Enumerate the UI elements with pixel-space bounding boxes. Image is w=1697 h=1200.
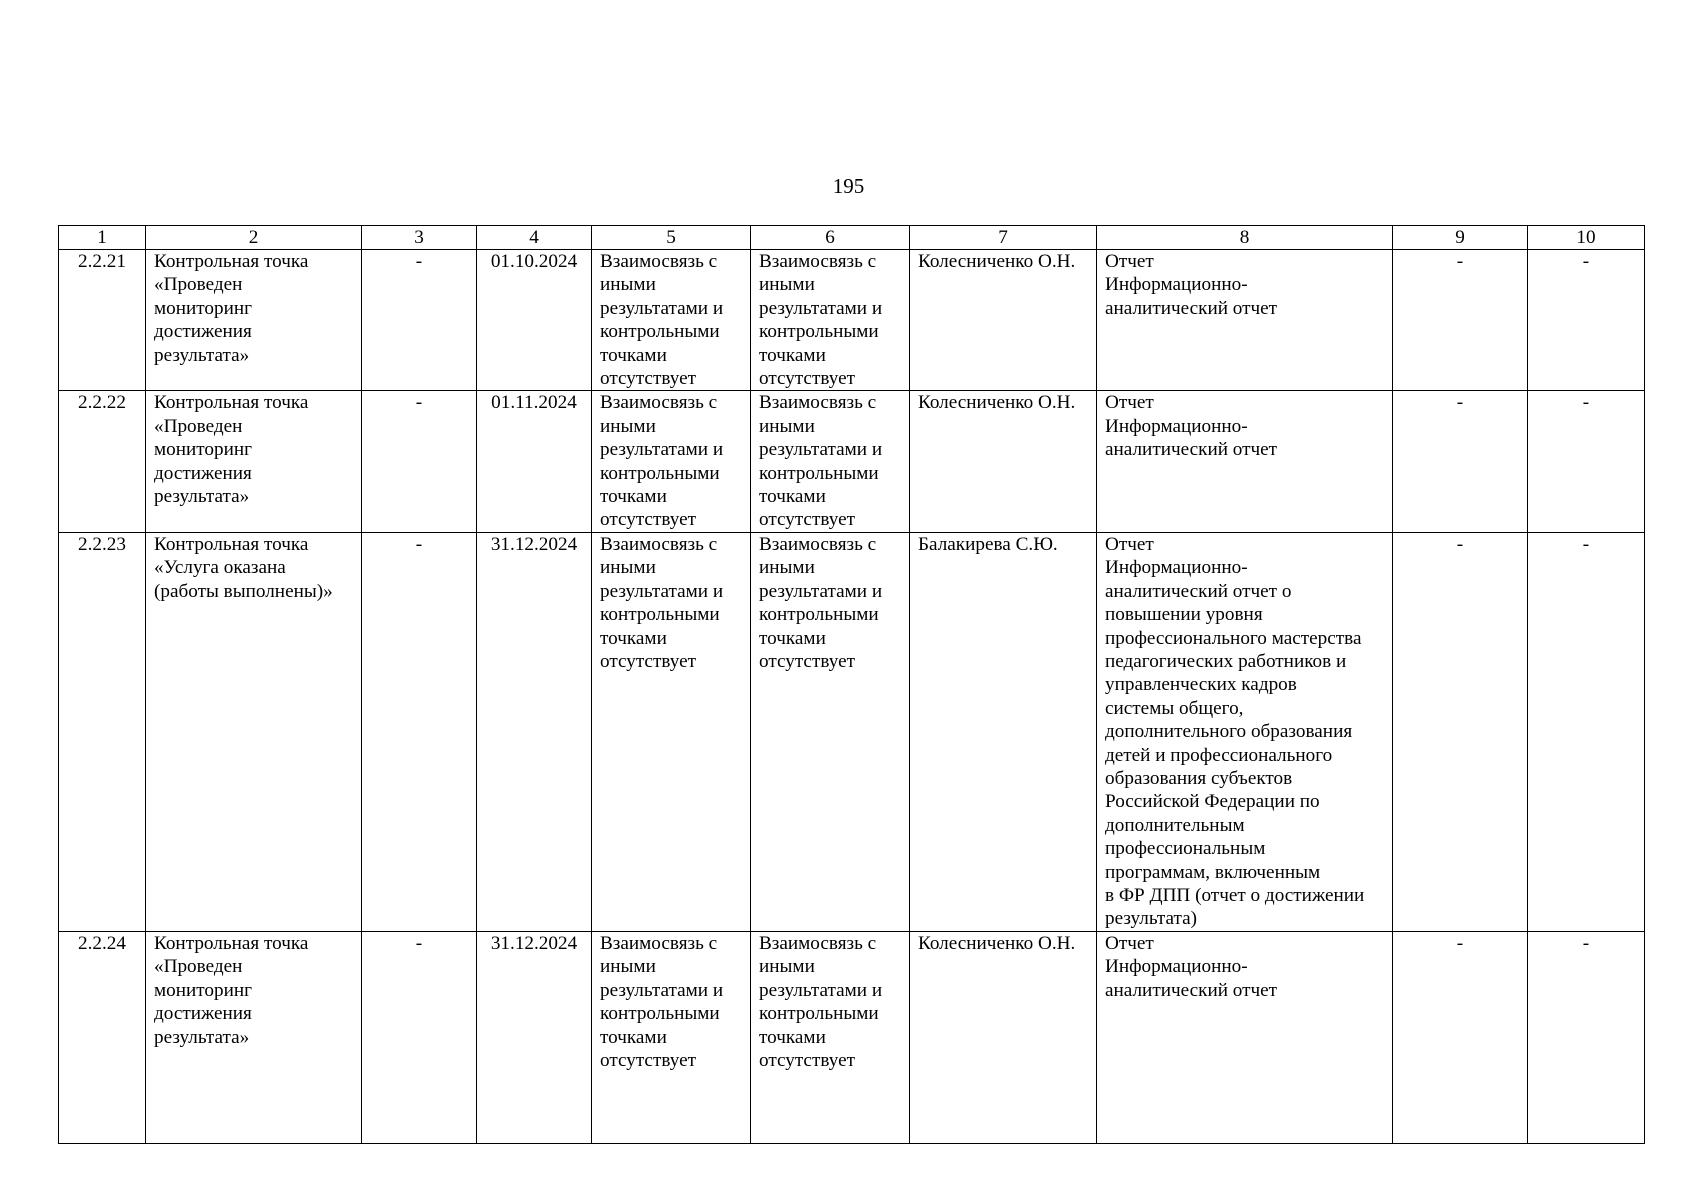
relation-cell-line: контрольными xyxy=(600,321,720,343)
document-type-cell-line: Отчет xyxy=(1105,932,1154,954)
document-type-cell-line: Российской Федерации по xyxy=(1105,791,1320,813)
row-number-cell: 2.2.22 xyxy=(59,391,146,532)
control-point-name-cell-line: «Проведен xyxy=(154,956,243,978)
relation-cell-line: иными xyxy=(759,956,815,978)
relation-cell-line: отсутствует xyxy=(759,650,855,672)
column-10-cell: - xyxy=(1528,250,1645,391)
date-cell: 31.12.2024 xyxy=(477,931,592,1143)
relation-cell-line: Взаимосвязь с xyxy=(759,251,877,272)
relation-cell-line: результатами и xyxy=(759,297,883,319)
control-point-name-cell-line: «Услуга оказана xyxy=(154,557,286,579)
date-cell: 01.11.2024 xyxy=(477,391,592,532)
document-type-cell-line: результата) xyxy=(1105,908,1198,930)
control-point-name-cell-line: результата» xyxy=(154,486,250,508)
control-point-name-cell-line: мониторинг xyxy=(154,979,252,1001)
document-type-cell-line: образования субъектов xyxy=(1105,767,1293,789)
document-type-cell xyxy=(1097,391,1393,532)
document-type-cell-line: аналитический отчет xyxy=(1105,439,1278,461)
column-header-3: 3 xyxy=(362,226,477,250)
relation-cell-line: контрольными xyxy=(759,321,879,343)
relation-cell-line: отсутствует xyxy=(600,509,696,531)
control-point-name-cell xyxy=(146,250,362,391)
document-type-cell xyxy=(1097,931,1393,1143)
responsible-person-cell: Колесниченко О.Н. xyxy=(910,250,1097,391)
document-type-cell-line: аналитический отчет xyxy=(1105,297,1278,319)
column-10-cell: - xyxy=(1528,532,1645,931)
date-cell: 31.12.2024 xyxy=(477,532,592,931)
relation-cell-line: точками xyxy=(759,344,826,366)
column-10-cell: - xyxy=(1528,391,1645,532)
relation-cell-line: отсутствует xyxy=(759,368,855,390)
row-number-cell: 2.2.24 xyxy=(59,931,146,1143)
relation-cell-line: иными xyxy=(759,557,815,579)
relation-cell-line: иными xyxy=(759,274,815,296)
relation-cell-line: результатами и xyxy=(600,439,724,461)
relation-cell-line: иными xyxy=(600,557,656,579)
document-type-cell-line: педагогических работников и xyxy=(1105,650,1347,672)
relation-cell xyxy=(751,391,910,532)
column-header-9: 9 xyxy=(1393,226,1528,250)
relation-cell-line: отсутствует xyxy=(600,650,696,672)
control-point-name-cell xyxy=(146,931,362,1143)
relation-cell-line: контрольными xyxy=(600,462,720,484)
column-9-cell: - xyxy=(1393,250,1528,391)
document-type-cell-line: Отчет xyxy=(1105,533,1154,555)
column-9-cell: - xyxy=(1393,391,1528,532)
document-type-cell xyxy=(1097,532,1393,931)
table-row xyxy=(59,250,1645,391)
relation-cell-line: иными xyxy=(759,415,815,437)
document-type-cell-line: профессиональным xyxy=(1105,838,1266,860)
date-cell: 01.10.2024 xyxy=(477,250,592,391)
relation-cell-line: Взаимосвязь с xyxy=(759,392,877,414)
relation-cell-line: отсутствует xyxy=(600,1049,696,1071)
control-point-name-cell xyxy=(146,532,362,931)
document-type-cell-line: Отчет xyxy=(1105,251,1154,272)
document-type-cell-line: Информационно- xyxy=(1105,557,1248,579)
column-3-cell: - xyxy=(362,931,477,1143)
table-row xyxy=(59,391,1645,532)
document-type-cell-line: аналитический отчет о xyxy=(1105,580,1292,602)
relation-cell xyxy=(592,931,751,1143)
control-point-name-cell-line: результата» xyxy=(154,1026,250,1048)
relation-cell-line: Взаимосвязь с xyxy=(759,533,877,555)
column-header-2: 2 xyxy=(146,226,362,250)
control-point-name-cell-line: «Проведен xyxy=(154,415,243,437)
document-type-cell-line: повышении уровня xyxy=(1105,604,1263,626)
relation-cell-line: точками xyxy=(600,486,667,508)
control-point-name-cell-line: достижения xyxy=(154,462,252,484)
relation-cell xyxy=(592,250,751,391)
relation-cell-line: Взаимосвязь с xyxy=(759,932,877,954)
relation-cell xyxy=(592,532,751,931)
page-number: 195 xyxy=(832,174,865,198)
responsible-person-cell: Балакирева С.Ю. xyxy=(910,532,1097,931)
control-point-name-cell-line: мониторинг xyxy=(154,439,252,461)
relation-cell-line: отсутствует xyxy=(759,509,855,531)
column-header-5: 5 xyxy=(592,226,751,250)
relation-cell-line: Взаимосвязь с xyxy=(600,251,718,272)
column-header-6: 6 xyxy=(751,226,910,250)
column-header-4: 4 xyxy=(477,226,592,250)
document-type-cell-line: Информационно- xyxy=(1105,415,1248,437)
control-point-name-cell-line: «Проведен xyxy=(154,274,243,296)
relation-cell-line: результатами и xyxy=(600,297,724,319)
control-point-name-cell-line: Контрольная точка xyxy=(154,533,309,555)
column-3-cell: - xyxy=(362,391,477,532)
relation-cell xyxy=(751,532,910,931)
column-header-10: 10 xyxy=(1528,226,1645,250)
relation-cell-line: результатами и xyxy=(759,979,883,1001)
relation-cell-line: точками xyxy=(600,1026,667,1048)
column-9-cell: - xyxy=(1393,931,1528,1143)
document-type-cell-line: в ФР ДПП (отчет о достижении xyxy=(1105,884,1365,906)
relation-cell-line: контрольными xyxy=(759,462,879,484)
control-point-name-cell-line: результата» xyxy=(154,344,250,366)
relation-cell-line: Взаимосвязь с xyxy=(600,392,718,414)
relation-cell-line: точками xyxy=(759,486,826,508)
document-type-cell-line: аналитический отчет xyxy=(1105,979,1278,1001)
control-point-name-cell-line: Контрольная точка xyxy=(154,251,309,272)
table-row xyxy=(59,931,1645,1143)
column-9-cell: - xyxy=(1393,532,1528,931)
relation-cell-line: результатами и xyxy=(600,580,724,602)
table-row xyxy=(59,532,1645,931)
relation-cell-line: результатами и xyxy=(759,580,883,602)
relation-cell-line: контрольными xyxy=(600,1003,720,1025)
responsible-person-cell: Колесниченко О.Н. xyxy=(910,391,1097,532)
relation-cell-line: иными xyxy=(600,956,656,978)
relation-cell-line: результатами и xyxy=(600,979,724,1001)
relation-cell-line: результатами и xyxy=(759,439,883,461)
column-3-cell: - xyxy=(362,532,477,931)
document-type-cell-line: Отчет xyxy=(1105,392,1154,414)
control-point-name-cell-line: достижения xyxy=(154,1003,252,1025)
relation-cell-line: точками xyxy=(759,627,826,649)
control-point-name-cell-line: Контрольная точка xyxy=(154,392,309,414)
document-type-cell-line: дополнительным xyxy=(1105,814,1245,836)
relation-cell-line: контрольными xyxy=(759,604,879,626)
column-number-header-row xyxy=(59,226,1645,250)
row-number-cell: 2.2.21 xyxy=(59,250,146,391)
relation-cell-line: Взаимосвязь с xyxy=(600,932,718,954)
relation-cell xyxy=(751,931,910,1143)
document-type-cell-line: управленческих кадров xyxy=(1105,674,1297,696)
relation-cell-line: отсутствует xyxy=(759,1049,855,1071)
column-10-cell: - xyxy=(1528,931,1645,1143)
document-type-cell-line: дополнительного образования xyxy=(1105,721,1353,743)
document-type-cell-line: системы общего, xyxy=(1105,697,1244,719)
control-point-name-cell-line: достижения xyxy=(154,321,252,343)
responsible-person-cell: Колесниченко О.Н. xyxy=(910,931,1097,1143)
row-number-cell: 2.2.23 xyxy=(59,532,146,931)
relation-cell-line: отсутствует xyxy=(600,368,696,390)
relation-cell-line: иными xyxy=(600,274,656,296)
column-3-cell: - xyxy=(362,250,477,391)
control-point-name-cell xyxy=(146,391,362,532)
relation-cell-line: точками xyxy=(759,1026,826,1048)
control-points-table xyxy=(58,225,1645,1144)
relation-cell-line: контрольными xyxy=(759,1003,879,1025)
relation-cell-line: Взаимосвязь с xyxy=(600,533,718,555)
column-header-1: 1 xyxy=(59,226,146,250)
relation-cell xyxy=(751,250,910,391)
document-type-cell-line: профессионального мастерства xyxy=(1105,627,1362,649)
column-header-7: 7 xyxy=(910,226,1097,250)
control-point-name-cell-line: (работы выполнены)» xyxy=(154,580,333,602)
document-type-cell-line: детей и профессионального xyxy=(1105,744,1333,766)
document-type-cell xyxy=(1097,250,1393,391)
column-header-8: 8 xyxy=(1097,226,1393,250)
relation-cell-line: точками xyxy=(600,627,667,649)
document-type-cell-line: Информационно- xyxy=(1105,956,1248,978)
relation-cell-line: контрольными xyxy=(600,604,720,626)
control-point-name-cell-line: мониторинг xyxy=(154,297,252,319)
document-type-cell-line: Информационно- xyxy=(1105,274,1248,296)
document-type-cell-line: программам, включенным xyxy=(1105,861,1321,883)
relation-cell-line: иными xyxy=(600,415,656,437)
relation-cell xyxy=(592,391,751,532)
control-point-name-cell-line: Контрольная точка xyxy=(154,932,309,954)
relation-cell-line: точками xyxy=(600,344,667,366)
